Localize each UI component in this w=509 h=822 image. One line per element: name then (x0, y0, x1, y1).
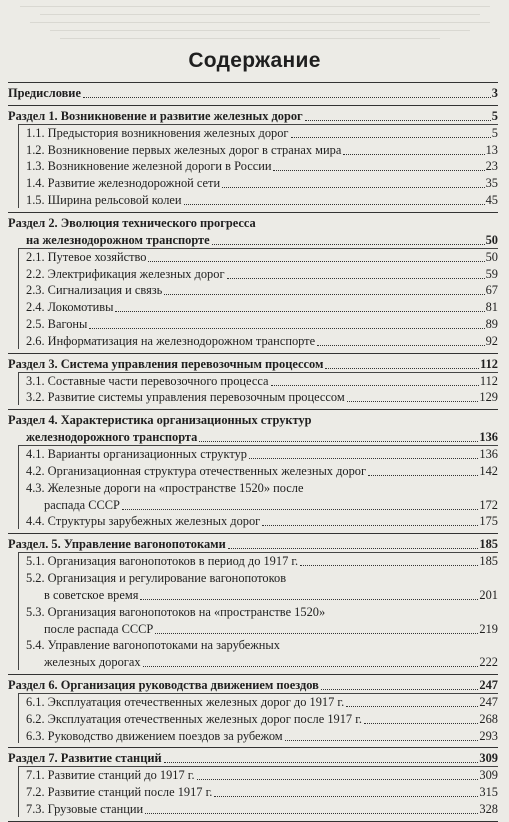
toc-item-leader (300, 565, 478, 566)
section-heading-text: железнодорожного транспорта (26, 430, 198, 445)
section-divider (8, 533, 498, 534)
toc-item-text: 4.2. Организационная структура отечественных железных дорог (26, 463, 367, 478)
toc-item-text: 1.2. Возникновение первых железных дорог в странах мира (26, 142, 342, 157)
toc-item-text: 3.1. Составные части перевозочного процесса (26, 373, 269, 388)
toc-item-page: 67 (485, 283, 498, 298)
toc-item-line1: 5.2. Организация и регулирование вагонопотоков (26, 570, 287, 585)
toc-item-text: после распада СССР (44, 621, 154, 636)
toc-item (26, 695, 498, 710)
toc-item (26, 250, 498, 265)
toc-item-page: 175 (479, 514, 498, 529)
toc-item-text: железных дорогах (44, 655, 141, 670)
previous-page-bleedthrough (0, 0, 509, 48)
toc-item-page: 35 (485, 176, 498, 191)
toc-item (26, 802, 498, 817)
page-title: Содержание (188, 49, 321, 72)
section-bracket (18, 552, 19, 670)
toc-item-leader (122, 509, 478, 510)
toc-item (26, 317, 498, 332)
toc-item (26, 514, 498, 529)
toc-item-leader (155, 633, 478, 634)
section-heading (8, 678, 498, 693)
toc-item-text: 2.6. Информатизация на железнодорожном транспорте (26, 333, 316, 348)
toc-item-page: 185 (479, 554, 498, 569)
section-heading (26, 233, 498, 248)
toc-item (26, 785, 498, 800)
section-heading-text: Раздел 6. Организация руководства движением поездов (8, 678, 319, 693)
toc-item-text: 1.5. Ширина рельсовой колеи (26, 193, 182, 208)
toc-item-line1: 5.3. Организация вагонопотоков на «пространстве 15⁠2⁠0» (26, 604, 326, 619)
section-divider (8, 747, 498, 748)
toc-item-page: 293 (479, 728, 498, 743)
toc-item-leader (197, 779, 479, 780)
section-divider (8, 409, 498, 410)
toc-item-page: 315 (479, 785, 498, 800)
preface-row-text: Предисловие (8, 86, 81, 100)
section-heading-line1: Раздел 2. Эволюция технического прогресса (8, 215, 256, 230)
toc-item-leader (285, 740, 479, 741)
toc-item-text: 3.2. Развитие системы управления перевозочным процессом (26, 390, 345, 405)
toc-item-leader (262, 525, 478, 526)
toc-item-text: 5.1. Организация вагонопотоков в период до 1917 г. (26, 554, 299, 569)
toc-item (26, 334, 498, 349)
toc-item-text: 2.3. Сигнализация и связь (26, 283, 163, 298)
toc-item-text: 2.2. Электрификация железных дорог (26, 266, 225, 281)
toc-item-leader (343, 154, 484, 155)
toc-item-text: 4.4. Структуры зарубежных железных дорог (26, 514, 261, 529)
section-heading-leader (305, 120, 491, 121)
section-heading-text: Раздел 3. Система управления перевозочным процессом (8, 356, 324, 371)
toc-item (26, 464, 498, 479)
toc-item-text: 7.3. Грузовые станции (26, 802, 144, 816)
section-underline (18, 445, 498, 446)
toc-item-page: 201 (479, 587, 498, 602)
toc-item-text: 6.3. Руководство движением поездов за рубежом (26, 728, 283, 743)
toc-item-page: 309 (479, 768, 498, 783)
section-bracket (18, 693, 19, 744)
preface-row (8, 86, 498, 101)
toc-item (26, 176, 498, 191)
section-bracket (18, 124, 19, 208)
section-underline (18, 124, 498, 125)
toc-item-leader (148, 261, 484, 262)
toc-item-leader (143, 666, 479, 667)
section-underline (18, 766, 498, 767)
section-underline (18, 693, 498, 694)
toc-item-page: 222 (479, 655, 498, 670)
toc-item (44, 622, 498, 637)
toc-item-page: 268 (479, 711, 498, 726)
section-heading-page: 185 (479, 537, 498, 552)
toc-item-leader (271, 385, 479, 386)
toc-item-page: 13 (485, 142, 498, 157)
section-heading-page: 247 (479, 678, 498, 693)
toc-item-page: 172 (479, 497, 498, 512)
section-heading (8, 357, 498, 372)
section-heading-text: на железнодорожном транспорте (26, 232, 210, 247)
toc-item-text: 6.1. Эксплуатация отечественных железных дорог до 1917 г. (26, 694, 345, 709)
toc-item (26, 390, 498, 405)
toc-item-text: 2.5. Вагоны (26, 317, 88, 332)
toc-item (44, 588, 498, 603)
toc-item (44, 498, 498, 513)
section-heading-leader (164, 762, 479, 763)
toc-item (26, 374, 498, 389)
section-heading (8, 537, 498, 552)
toc-item-leader (364, 723, 478, 724)
toc-item (26, 729, 498, 744)
toc-item (26, 554, 498, 569)
toc-item-page: 59 (485, 266, 498, 281)
toc-item-page: 5 (491, 125, 498, 140)
toc-item-leader (249, 458, 478, 459)
preface-row-page: 3 (491, 86, 498, 100)
toc-item-leader (115, 311, 484, 312)
section-bracket (18, 766, 19, 817)
toc-item-text: 6.2. Эксплуатация отечественных железных дорог после 1917 г. (26, 711, 362, 726)
section-underline (18, 552, 498, 553)
section-underline (18, 248, 498, 249)
toc-item-leader (227, 278, 485, 279)
toc-item-page: 92 (485, 333, 498, 348)
toc-item (26, 712, 498, 727)
toc-item-page: 23 (485, 159, 498, 174)
toc-item (44, 655, 498, 670)
toc-item-text: 1.3. Возникновение железной дороги в России (26, 159, 272, 174)
toc-item-leader (368, 475, 478, 476)
toc-item (26, 126, 498, 141)
section-heading-line1: Раздел 4. Характеристика организационных структур (8, 413, 312, 428)
toc-item-leader (347, 401, 479, 402)
section-heading-page: 309 (479, 751, 498, 766)
toc-item-text: 1.4. Развитие железнодорожной сети (26, 176, 221, 191)
section-divider (8, 353, 498, 354)
toc-item-text: 2.4. Локомотивы (26, 300, 114, 315)
section-heading-text: Раздел 1. Возникновение и развитие железных дорог (8, 108, 303, 123)
toc-item-page: 89 (485, 317, 498, 332)
toc-item (26, 143, 498, 158)
toc-item-page: 328 (479, 802, 498, 816)
toc-item-leader (145, 813, 478, 814)
section-heading-leader (325, 368, 479, 369)
section-divider (8, 674, 498, 675)
toc-item-page: 81 (485, 300, 498, 315)
toc-item-text: 7.2. Развитие станций после 1917 г. (26, 785, 213, 800)
section-heading (8, 751, 498, 766)
section-heading-page: 136 (479, 430, 498, 445)
toc-item-page: 112 (479, 373, 498, 388)
toc-item-page: 247 (479, 694, 498, 709)
toc-item-text: 7.1. Развитие станций до 1917 г. (26, 768, 195, 783)
section-heading-leader (212, 244, 485, 245)
toc-item-leader (89, 328, 484, 329)
section-heading-page: 112 (480, 356, 498, 371)
toc-item (26, 447, 498, 462)
toc-item-line1: 4.3. Железные дороги на «пространстве 1520» после (26, 480, 304, 495)
toc-item-leader (140, 599, 478, 600)
toc-item (26, 267, 498, 282)
toc-item (26, 283, 498, 298)
toc-item (26, 300, 498, 315)
section-heading-page: 5 (491, 108, 498, 123)
section-heading-leader (199, 441, 478, 442)
section-heading-page: 50 (485, 232, 498, 247)
section-heading-text: Раздел. 5. Управление вагонопотоками (8, 537, 226, 552)
section-heading (26, 430, 498, 445)
toc-item-page: 45 (485, 193, 498, 208)
section-heading (8, 109, 498, 124)
section-bracket (18, 372, 19, 406)
toc-item-page: 219 (479, 621, 498, 636)
toc-item-leader (317, 345, 485, 346)
toc-item (26, 159, 498, 174)
toc-item-leader (184, 204, 485, 205)
toc-item (26, 768, 498, 783)
toc-item-leader (346, 706, 478, 707)
toc-item-page: 142 (479, 463, 498, 478)
toc-item-line1: 5.4. Управление вагонопотоками на зарубежных (26, 638, 280, 653)
toc-item-text: 4.1. Варианты организационных структур (26, 447, 247, 461)
section-bracket (18, 248, 19, 349)
toc-item-leader (291, 137, 491, 138)
toc-item-leader (164, 294, 484, 295)
toc-item (26, 193, 498, 208)
toc-item-page: 129 (479, 390, 498, 405)
toc-item-page: 50 (485, 249, 498, 264)
toc-item-page: 136 (479, 447, 498, 461)
toc-item-text: в советское время (44, 587, 139, 602)
section-divider (8, 105, 498, 106)
section-heading-leader (228, 548, 479, 549)
section-bracket (18, 445, 19, 529)
toc-item-leader (273, 170, 484, 171)
preface-row-leader (83, 97, 491, 98)
toc-item-text: 2.1. Путевое хозяйство (26, 249, 147, 264)
section-heading-leader (321, 689, 479, 690)
section-underline (18, 372, 498, 373)
section-divider (8, 212, 498, 213)
toc-item-leader (214, 796, 478, 797)
section-heading-text: Раздел 7. Развитие станций (8, 751, 162, 766)
toc-item-leader (222, 187, 485, 188)
toc-item-text: 1.1. Предыстория возникновения железных дорог (26, 125, 289, 140)
toc-item-text: распада СССР (44, 497, 120, 512)
